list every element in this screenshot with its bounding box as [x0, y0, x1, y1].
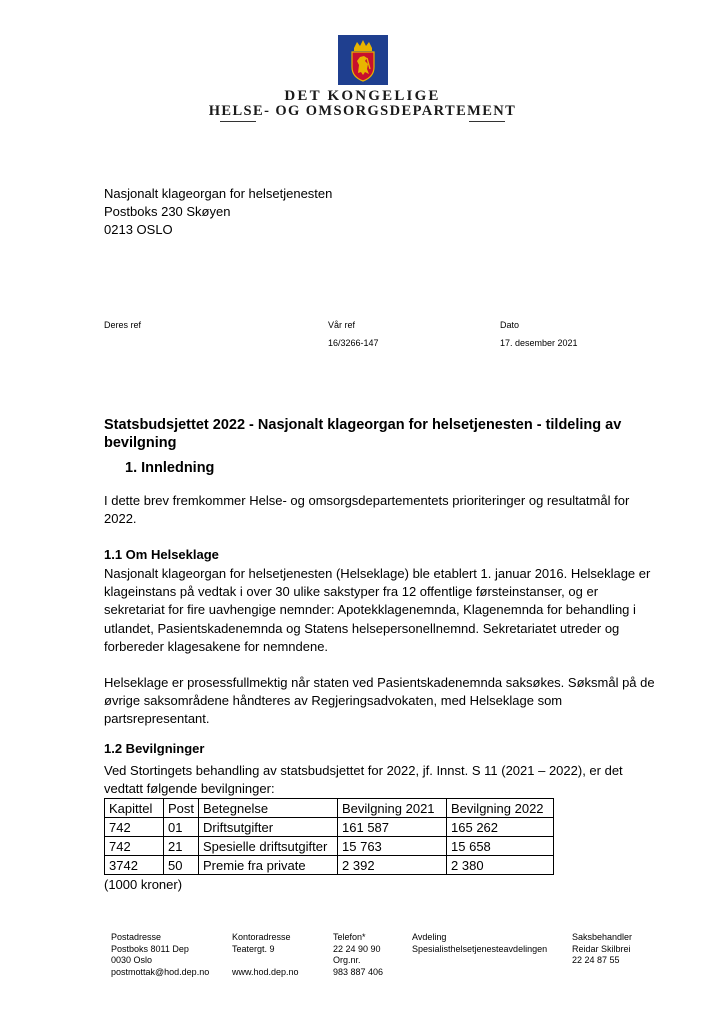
cell-post: 01 — [164, 818, 199, 837]
footer-value: Reidar Skilbrei — [572, 943, 631, 954]
footer-label: Saksbehandler — [572, 932, 633, 942]
cell-post: 21 — [164, 837, 199, 856]
footer-saksbehandler — [572, 932, 632, 967]
intro-paragraph: I dette brev fremkommer Helse- og omsorgsdepartementets prioriteringer og resultatmål for 2022. — [104, 493, 630, 527]
footer-avdeling — [412, 932, 547, 955]
recipient-name: Nasjonalt klageorgan for helsetjenesten — [104, 186, 333, 201]
footer-value: Org.nr. — [333, 955, 361, 966]
footer-value: Postboks 8011 Dep — [111, 943, 189, 954]
footer-value: Spesialisthelsetjenesteavdelingen — [412, 943, 548, 954]
header-bevilgning-2021: Bevilgning 2021 — [338, 799, 447, 818]
table-unit-note: (1000 kroner) — [104, 877, 183, 892]
footer-value: 983 887 406 — [333, 966, 384, 977]
cell-kapittel: 742 — [105, 837, 164, 856]
cell-bevilgning-2022: 15 658 — [447, 837, 554, 856]
date-value: 17. desember 2021 — [500, 338, 578, 348]
header-kapittel: Kapittel — [105, 799, 164, 818]
cell-bevilgning-2021: 2 392 — [338, 856, 447, 875]
footer-email-link[interactable]: postmottak@hod.dep.no — [111, 966, 210, 977]
footer-telefon — [333, 932, 383, 978]
footer-label: Telefon* — [333, 932, 366, 942]
department-name-line2: HELSE- OG OMSORGSDEPARTEMENT — [208, 103, 517, 119]
decorative-rule-left — [220, 121, 256, 122]
cell-betegnelse: Premie fra private — [199, 856, 338, 875]
footer-label: Avdeling — [412, 932, 447, 942]
section-1-1-paragraph-1: Nasjonalt klageorgan for helsetjenesten (Helseklage) ble etablert 1. januar 2016. Helseklage er klageinstans på vedtak i over 30 ulike sakstyper fra 12 offentlige førsteinstanser, og er sekretariat for fire uavhengige nemnder: Apotekklagenemnda, Klagenemnda for behandling i utlandet, Pasientskadenemnda og Statens helsepersonellnemnd. Sekretariatet utreder og forbereder klagesakene for nemndene. — [104, 566, 651, 654]
recipient-postal: 0213 OSLO — [104, 222, 173, 237]
cell-betegnelse: Spesielle driftsutgifter — [199, 837, 338, 856]
section-1-1-heading: 1.1 Om Helseklage — [104, 547, 219, 562]
cell-kapittel: 3742 — [105, 856, 164, 875]
section-1-2-paragraph: Ved Stortingets behandling av statsbudsjettet for 2022, jf. Innst. S 11 (2021 – 2022), er det vedtatt følgende bevilgninger: — [104, 763, 623, 797]
cell-bevilgning-2021: 161 587 — [338, 818, 447, 837]
document-title: Statsbudsjettet 2022 - Nasjonalt klageorgan for helsetjenesten - tildeling av bevilgning — [104, 417, 622, 451]
header-bevilgning-2022: Bevilgning 2022 — [447, 799, 554, 818]
table-row — [105, 818, 554, 837]
section-1-heading: 1. Innledning — [125, 460, 215, 476]
section-1-2-heading: 1.2 Bevilgninger — [104, 741, 205, 756]
section-1-1-paragraph-2: Helseklage er prosessfullmektig når staten ved Pasientskadenemnda saksøkes. Søksmål på de øvrige saksområdene håndteres av Regjeringsadvokaten, med Helseklage som partsrepresentant. — [104, 675, 655, 727]
footer-value — [232, 955, 299, 967]
cell-bevilgning-2021: 15 763 — [338, 837, 447, 856]
footer-value: 0030 Oslo — [111, 955, 153, 966]
cell-betegnelse: Driftsutgifter — [199, 818, 338, 837]
decorative-rule-right — [469, 121, 505, 122]
var-ref-value: 16/3266-147 — [328, 338, 379, 348]
footer-label: Postadresse — [111, 932, 162, 942]
cell-bevilgning-2022: 2 380 — [447, 856, 554, 875]
footer-postadresse — [111, 932, 209, 978]
footer-value: 22 24 90 90 — [333, 943, 381, 954]
header-betegnelse: Betegnelse — [199, 799, 338, 818]
table-row — [105, 837, 554, 856]
table-header-row — [105, 799, 554, 818]
coat-of-arms-icon — [338, 35, 388, 85]
grants-table — [104, 798, 554, 875]
footer-kontoradresse — [232, 932, 299, 978]
cell-bevilgning-2022: 165 262 — [447, 818, 554, 837]
var-ref-label: Vår ref — [328, 320, 356, 330]
footer-value: 22 24 87 55 — [572, 955, 620, 966]
deres-ref-label: Deres ref — [104, 320, 142, 330]
footer-website-link[interactable]: www.hod.dep.no — [232, 966, 299, 977]
table-row — [105, 856, 554, 875]
date-label: Dato — [500, 320, 520, 330]
department-name-line1: DET KONGELIGE — [284, 88, 441, 104]
cell-kapittel: 742 — [105, 818, 164, 837]
footer-value: Teatergt. 9 — [232, 943, 275, 954]
header-post: Post — [164, 799, 199, 818]
recipient-address: Postboks 230 Skøyen — [104, 204, 231, 219]
cell-post: 50 — [164, 856, 199, 875]
footer-label: Kontoradresse — [232, 932, 291, 942]
